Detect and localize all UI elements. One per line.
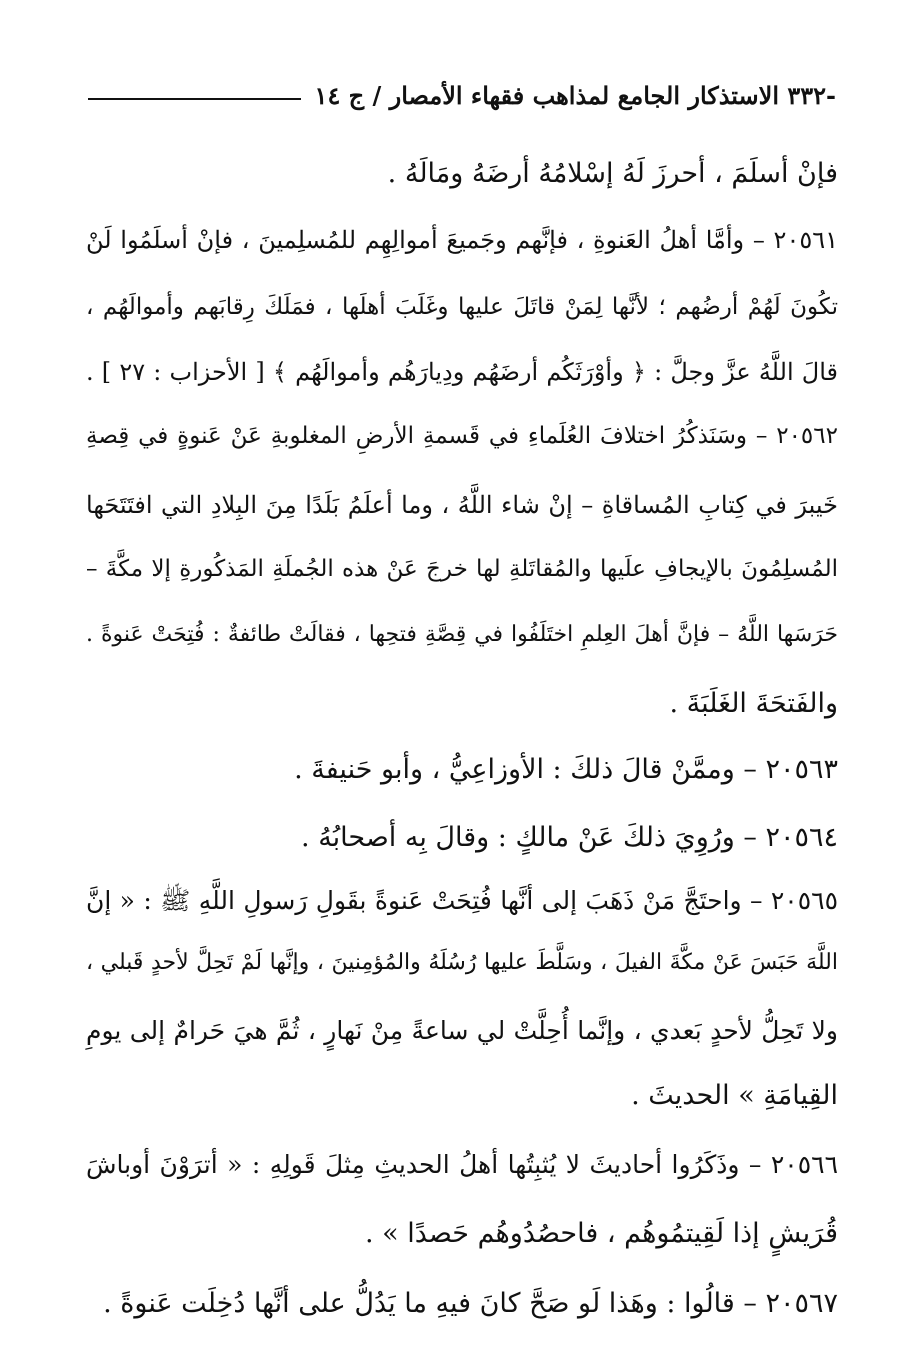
text-line: اللَّهَ حَبَسَ عَنْ مكَّةَ الفيلَ ، وسَلَّطَ عليها رُسُلَهُ والمُؤمِنينَ ، وإنَّها لَمْ تَحِلَّ لأحدٍ قَبلي ،: [86, 950, 838, 975]
text-line: ٢٠٥٦٢ – وسَنَذكُرُ اختلافَ العُلَماءِ في قَسمةِ الأرضِ المغلوبةِ عَنْ عَنوةٍ في قِصةِ: [86, 423, 838, 449]
text-line: حَرَسَها اللَّهُ – فإنَّ أهلَ العِلمِ اختَلَفُوا في قِصَّةِ فتحِها ، فقالَتْ طائفةٌ : فُتِحَتْ عَنوةً .: [86, 622, 838, 647]
header-rule: [88, 98, 301, 100]
text-line: المُسلِمُونَ بالإيجافِ علَيها والمُقاتَلةِ لها خرجَ عَنْ هذه الجُملَةِ المَذكُورةِ إلا مكَّةَ –: [86, 556, 838, 582]
text-line: قُرَيشٍ إذا لَقِيتمُوهُم ، فاحصُدُوهُم حَصدًا » .: [364, 1218, 838, 1249]
text-line: ٢٠٥٦٤ – ورُوِيَ ذلكَ عَنْ مالكٍ : وقالَ بِه أصحابُهُ .: [301, 822, 838, 853]
text-line: ٢٠٥٦٦ – وذَكَرُوا أحاديثَ لا يُثبِتُها أهلُ الحديثِ مِثلَ قَولِهِ : « أترَوْنَ أوباشَ: [86, 1150, 838, 1179]
text-line: فإنْ أسلَمَ ، أحرزَ لَهُ إسْلامُهُ أرضَهُ ومَالَهُ .: [387, 158, 838, 189]
text-line: ٢٠٥٦٧ – قالُوا : وهَذا لَو صَحَّ كانَ فيهِ ما يَدُلُّ على أنَّها دُخِلَت عَنوةً .: [103, 1288, 838, 1319]
text-line: ٢٠٥٦٣ – وممَّنْ قالَ ذلكَ : الأوزاعِيُّ ، وأبو حَنيفةَ .: [294, 754, 838, 785]
text-line: ٢٠٥٦١ – وأمَّا أهلُ العَنوةِ ، فإنَّهم وجَميعَ أموالِهِم للمُسلِمينَ ، فإنْ أسلَمُوا لَنْ: [86, 226, 838, 254]
text-line: تكُونَ لَهُمْ أرضُهم ؛ لأنَّها لِمَنْ قاتَلَ عليها وغَلَبَ أهلَها ، فمَلَكَ رِقابَهم وأموالَهُم ،: [86, 294, 838, 320]
running-header: [88, 74, 836, 114]
running-title: -٣٣٢ الاستذكار الجامع لمذاهب فقهاء الأمصار / ج ١٤: [314, 81, 836, 110]
text-line: القِيامَةِ » الحديثَ .: [631, 1080, 838, 1111]
text-line: والفَتحَةَ الغَلَبَةَ .: [669, 688, 838, 719]
text-line: ولا تَحِلُّ لأحدٍ بَعدي ، وإنَّما أُحِلَّتْ لي ساعةً مِنْ نَهارٍ ، ثُمَّ هيَ حَرامٌ إلى يومِ: [86, 1016, 838, 1045]
text-line: خَيبرَ في كِتابِ المُساقاةِ – إنْ شاء اللَّهُ ، وما أعلَمُ بَلَدًا مِنَ البِلادِ التي افتَتَحَها: [86, 491, 838, 519]
text-line: قالَ اللَّهُ عزَّ وجلَّ : ﴿ وأوْرَثَكُم أرضَهُم ودِيارَهُم وأموالَهُم ﴾ [ الأحزاب : ٢٧ ] .: [86, 358, 838, 386]
text-line: ٢٠٥٦٥ – واحتَجَّ مَنْ ذَهَبَ إلى أنَّها فُتِحَتْ عَنوةً بقَولِ رَسولِ اللَّهِ ﷺ : « إنَّ: [86, 886, 838, 915]
